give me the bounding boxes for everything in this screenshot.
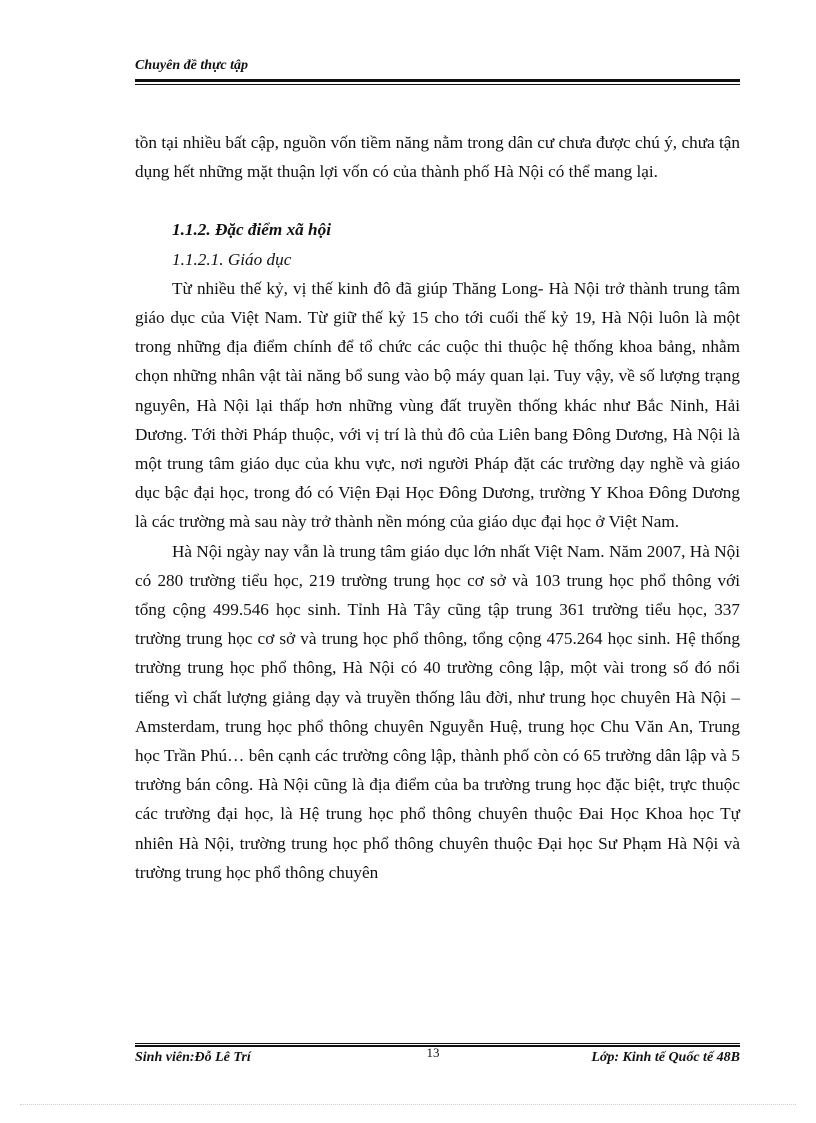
- header-title: Chuyên đề thực tập: [135, 58, 249, 73]
- subsection-heading: 1.1.2.1. Giáo dục: [172, 249, 292, 269]
- section-heading: 1.1.2. Đặc điểm xã hội: [172, 220, 331, 240]
- paragraph-history: Từ nhiều thế kỷ, vị thế kinh đô đã giúp Thăng Long- Hà Nội trở thành trung tâm giáo dục của Việt Nam. Từ giữ thế kỷ 15 cho tới cuối thế kỷ 19, Hà Nội luôn là một trong những địa điểm chính để tổ chức các cuộc thi thuộc hệ thống khoa bảng, nhằm chọn những nhân vật tài năng bổ sung vào bộ máy quan lại. Tuy vậy, về số lượng trạng nguyên, Hà Nội lại thấp hơn những vùng đất truyền thống khác như Bắc Ninh, Hải Dương. Tới thời Pháp thuộc, với vị trí là thủ đô của Liên bang Đông Dương, Hà Nội là một trung tâm giáo dục của khu vực, nơi người Pháp đặt các trường dạy nghề và giáo dục bậc đại học, trong đó có Viện Đại Học Đông Dương, trường Y Khoa Đông Dương là các trường mà sau này trở thành nền móng của giáo dục đại học ở Việt Nam.: [135, 278, 740, 532]
- footer-class: Lớp: Kinh tế Quốc tế 48B: [591, 1050, 740, 1065]
- page-bottom-border: [20, 1104, 796, 1105]
- paragraph-current: Hà Nội ngày nay vẫn là trung tâm giáo dục lớn nhất Việt Nam. Năm 2007, Hà Nội có 280 trường tiểu học, 219 trường trung học cơ sở và 103 trung học phổ thông với tổng cộng 499.546 học sinh. Tỉnh Hà Tây cũng tập trung 361 trường tiểu học, 337 trường trung học cơ sở và trung học phổ thông, tổng cộng 475.264 học sinh. Hệ thống trường trung học phổ thông, Hà Nội có 40 trường công lập, một vài trong số đó nổi tiếng vì chất lượng giảng dạy và truyền thống lâu đời, như trung học chuyên Hà Nội – Amsterdam, trung học phổ thông chuyên Nguyễn Huệ, trung học Chu Văn An, Trung học Trần Phú… bên cạnh các trường công lập, thành phố còn có 65 trường dân lập và 5 trường bán công. Hà Nội cũng là địa điểm của ba trường trung học đặc biệt, trực thuộc các trường đại học, là Hệ trung học phổ thông chuyên thuộc Đai Học Khoa học Tự nhiên Hà Nội, trường trung học phổ thông chuyên thuộc Đại học Sư Phạm Hà Nội và trường trung học phổ thông chuyên: [135, 541, 740, 882]
- document-body: [135, 128, 740, 887]
- page-number: 13: [426, 1045, 440, 1060]
- paragraph-continuation: tồn tại nhiều bất cập, nguồn vốn tiềm năng nằm trong dân cư chưa được chú ý, chưa tận dụng hết những mặt thuận lợi vốn có của thành phố Hà Nội có thể mang lại.: [135, 133, 740, 182]
- footer-student: Sinh viên:Đỗ Lê Trí: [135, 1050, 251, 1065]
- header-divider: [135, 79, 740, 85]
